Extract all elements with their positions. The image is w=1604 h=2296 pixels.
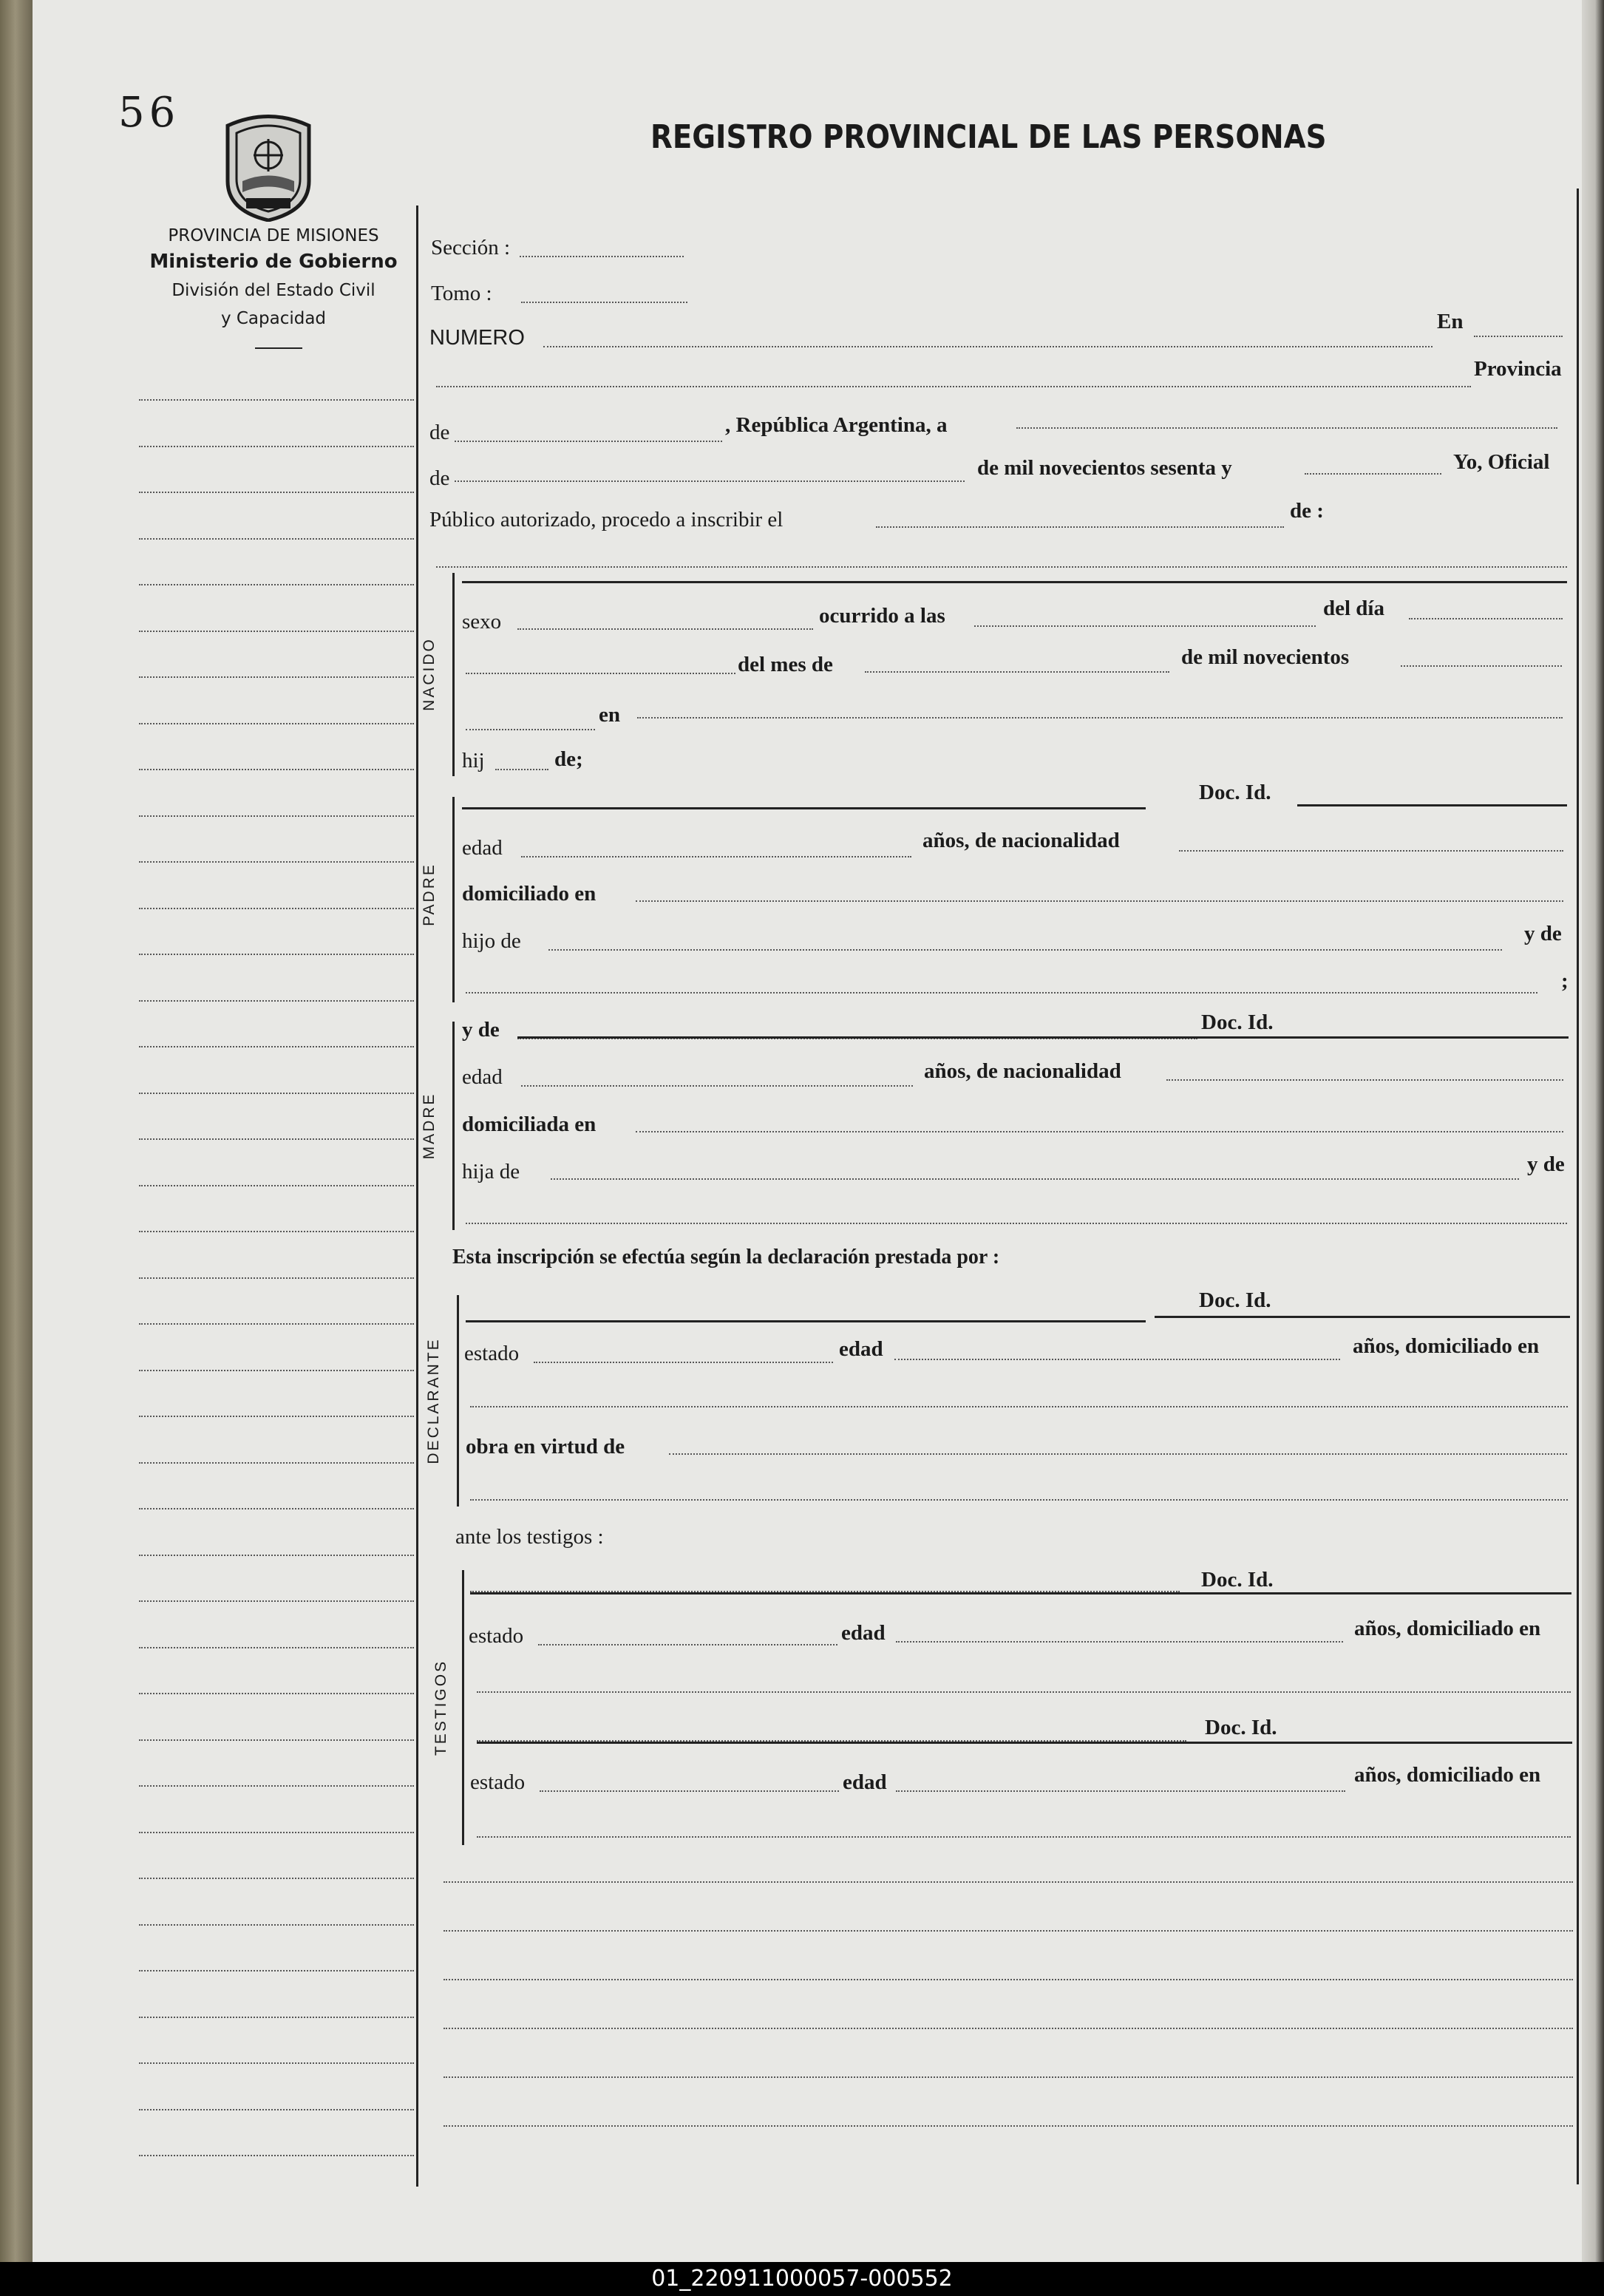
madre-y-de-label: y de xyxy=(462,1018,500,1042)
margin-note-line[interactable] xyxy=(139,1416,414,1417)
dia-field[interactable] xyxy=(1409,618,1563,619)
ministry-line-1: PROVINCIA DE MISIONES xyxy=(168,226,379,245)
madre-doc-id-rule xyxy=(517,1036,1569,1039)
madre-domiciliada-label: domiciliada en xyxy=(462,1113,597,1136)
margin-note-line[interactable] xyxy=(139,1785,414,1787)
padre-domicilio-field[interactable] xyxy=(636,900,1563,902)
inscripcion-label: Esta inscripción se efectúa según la declaración prestada por : xyxy=(452,1246,1000,1268)
nacido-bracket xyxy=(452,573,455,776)
margin-note-line[interactable] xyxy=(139,1046,414,1047)
abuelo-paterno-field[interactable] xyxy=(548,949,1502,951)
padre-y-de-label: y de xyxy=(1524,922,1562,945)
abuela-materna-field[interactable] xyxy=(466,1223,1567,1224)
madre-nacionalidad-field[interactable] xyxy=(1166,1079,1563,1081)
hij-label: hij xyxy=(462,749,485,772)
margin-note-line[interactable] xyxy=(139,492,414,493)
madre-domicilio-field[interactable] xyxy=(636,1131,1563,1132)
padre-bracket xyxy=(452,797,455,1002)
margin-note-line[interactable] xyxy=(139,1508,414,1509)
padre-nacionalidad-field[interactable] xyxy=(1179,850,1563,852)
hora-field[interactable] xyxy=(974,625,1316,627)
testigo-2-edad-field[interactable] xyxy=(896,1790,1345,1792)
padre-nacionalidad-label: años, de nacionalidad xyxy=(922,829,1120,852)
margin-note-line[interactable] xyxy=(139,2109,414,2110)
observaciones-line[interactable] xyxy=(444,1979,1573,1980)
testigo-1-estado-field[interactable] xyxy=(538,1644,837,1645)
declarante-doc-id-label: Doc. Id. xyxy=(1199,1288,1271,1312)
anio-cont-field[interactable] xyxy=(466,729,595,730)
ocurrido-label: ocurrido a las xyxy=(819,604,945,628)
declarante-domicilio-field[interactable] xyxy=(470,1406,1568,1407)
main-left-rule xyxy=(416,206,418,2187)
declarante-domicilio-label: años, domiciliado en xyxy=(1353,1334,1540,1358)
margin-note-line[interactable] xyxy=(139,631,414,632)
main-right-rule xyxy=(1577,188,1579,2184)
nacido-top-rule xyxy=(462,581,1567,583)
hija-de-label: hija de xyxy=(462,1160,520,1183)
lugar-nacimiento-field[interactable] xyxy=(637,717,1563,719)
numero-label: NUMERO xyxy=(429,326,525,350)
testigo-1-domicilio-field[interactable] xyxy=(477,1691,1571,1693)
margin-note-line[interactable] xyxy=(139,1693,414,1694)
margin-note-line[interactable] xyxy=(139,399,414,401)
ministry-line-2: Ministerio de Gobierno xyxy=(149,251,398,273)
margin-note-line[interactable] xyxy=(139,538,414,540)
observaciones-line[interactable] xyxy=(444,1881,1573,1883)
tomo-label: Tomo : xyxy=(431,282,492,305)
margin-note-line[interactable] xyxy=(139,2017,414,2018)
de-label-2: de xyxy=(429,466,450,490)
margin-note-line[interactable] xyxy=(139,1323,414,1325)
margin-note-line[interactable] xyxy=(139,815,414,817)
ministry-underline xyxy=(255,347,302,349)
declarante-edad-label: edad xyxy=(839,1337,883,1361)
del-dia-label: del día xyxy=(1323,597,1384,620)
declarante-obra-cont-field[interactable] xyxy=(470,1499,1568,1501)
margin-note-line[interactable] xyxy=(139,908,414,909)
declarante-estado-label: estado xyxy=(464,1342,520,1365)
padre-name-rule xyxy=(462,807,1146,809)
padre-doc-id-rule xyxy=(1297,804,1567,806)
abuelo-materno-field[interactable] xyxy=(551,1178,1519,1180)
image-filename-footer: 01_220911000057-000552 xyxy=(0,2262,1604,2296)
testigo-2-estado-label: estado xyxy=(470,1770,526,1794)
fecha-anio-field[interactable] xyxy=(1305,473,1441,475)
seccion-label: Sección : xyxy=(431,236,511,259)
mes-field[interactable] xyxy=(865,671,1169,673)
yo-oficial-label: Yo, Oficial xyxy=(1453,450,1550,474)
declarante-edad-field[interactable] xyxy=(894,1359,1340,1360)
margin-note-line[interactable] xyxy=(139,1277,414,1279)
republica-label: , República Argentina, a xyxy=(725,413,948,437)
abuela-paterna-field[interactable] xyxy=(466,992,1537,994)
margin-note-line[interactable] xyxy=(139,1231,414,1232)
margin-note-line[interactable] xyxy=(139,769,414,770)
madre-nacionalidad-label: años, de nacionalidad xyxy=(924,1059,1121,1083)
nombre-field[interactable] xyxy=(436,566,1567,568)
margin-note-line[interactable] xyxy=(139,1970,414,1971)
madre-edad-label: edad xyxy=(462,1065,503,1089)
page-title: REGISTRO PROVINCIAL DE LAS PERSONAS xyxy=(650,118,1327,156)
padre-doc-id-label: Doc. Id. xyxy=(1199,781,1271,804)
testigos-bracket xyxy=(462,1570,464,1845)
declarante-estado-field[interactable] xyxy=(534,1362,833,1363)
observaciones-line[interactable] xyxy=(444,1930,1573,1932)
provincia-field[interactable] xyxy=(436,386,1471,387)
ante-testigos-label: ante los testigos : xyxy=(455,1525,604,1549)
margin-note-line[interactable] xyxy=(139,446,414,447)
lugar-field[interactable] xyxy=(455,441,722,442)
testigo-2-edad-label: edad xyxy=(843,1770,887,1794)
margin-note-line[interactable] xyxy=(139,584,414,585)
madre-edad-field[interactable] xyxy=(521,1085,913,1087)
declarante-name-rule xyxy=(466,1320,1146,1322)
provincial-seal xyxy=(220,111,316,222)
del-mes-label: del mes de xyxy=(738,653,833,676)
hij-de-label: de; xyxy=(554,747,583,771)
declarante-label: DECLARANTE xyxy=(425,1337,442,1464)
mil-novecientos-label: de mil novecientos xyxy=(1181,645,1350,669)
tomo-field[interactable] xyxy=(521,302,687,303)
seccion-field[interactable] xyxy=(520,256,684,257)
padre-semicolon: ; xyxy=(1561,969,1569,993)
margin-note-line[interactable] xyxy=(139,1739,414,1741)
margin-note-line[interactable] xyxy=(139,1093,414,1094)
padre-edad-field[interactable] xyxy=(521,856,911,857)
declarante-bracket xyxy=(457,1295,459,1507)
observaciones-line[interactable] xyxy=(444,2028,1573,2029)
mil-sesenta-label: de mil novecientos sesenta y xyxy=(977,456,1232,480)
madre-y-de-2-label: y de xyxy=(1527,1152,1565,1176)
testigo-1-doc-id-label: Doc. Id. xyxy=(1201,1568,1274,1592)
margin-note-line[interactable] xyxy=(139,2155,414,2156)
testigo-1-edad-field[interactable] xyxy=(896,1641,1343,1643)
ministry-line-3: División del Estado Civil xyxy=(171,281,375,300)
margin-note-line[interactable] xyxy=(139,1878,414,1879)
padre-label: PADRE xyxy=(421,863,438,926)
provincia-label: Provincia xyxy=(1474,357,1562,381)
declarante-doc-id-rule xyxy=(1155,1316,1570,1318)
nacido-en-label: en xyxy=(599,703,620,727)
page-number: 56 xyxy=(118,89,180,137)
inscribir-field[interactable] xyxy=(876,526,1284,528)
sexo-field[interactable] xyxy=(517,628,813,630)
margin-note-line[interactable] xyxy=(139,861,414,863)
margin-note-line[interactable] xyxy=(139,723,414,724)
testigo-1-doc-id-rule xyxy=(470,1592,1571,1594)
margin-note-line[interactable] xyxy=(139,1647,414,1648)
margin-note-line[interactable] xyxy=(139,2062,414,2064)
ministry-line-4: y Capacidad xyxy=(220,309,327,328)
testigo-2-domicilio-field[interactable] xyxy=(477,1836,1571,1838)
anio-field[interactable] xyxy=(1401,665,1562,667)
margin-note-line[interactable] xyxy=(139,1832,414,1833)
en-field[interactable] xyxy=(1474,336,1563,337)
margin-note-line[interactable] xyxy=(139,1600,414,1602)
fecha-dia-field[interactable] xyxy=(1016,427,1557,429)
numero-field[interactable] xyxy=(543,346,1433,347)
nacido-label: NACIDO xyxy=(421,637,438,711)
en-label: En xyxy=(1437,310,1464,333)
margin-note-line[interactable] xyxy=(139,1000,414,1002)
sexo-label: sexo xyxy=(462,610,502,634)
margin-note-line[interactable] xyxy=(139,1555,414,1556)
fecha-mes-field[interactable] xyxy=(455,480,965,482)
page-stack-edge xyxy=(1582,0,1604,2262)
padre-edad-label: edad xyxy=(462,836,503,860)
margin-note-line[interactable] xyxy=(139,1138,414,1140)
margin-note-line[interactable] xyxy=(139,1924,414,1926)
madre-label: MADRE xyxy=(421,1092,438,1160)
dia-cont-field[interactable] xyxy=(466,673,735,674)
margin-note-line[interactable] xyxy=(139,1185,414,1186)
testigo-1-domicilio-label: años, domiciliado en xyxy=(1354,1617,1541,1640)
margin-note-line[interactable] xyxy=(139,1462,414,1464)
declarante-obra-field[interactable] xyxy=(669,1453,1567,1455)
de-colon-label: de : xyxy=(1290,499,1324,523)
testigo-2-doc-id-label: Doc. Id. xyxy=(1205,1716,1277,1739)
testigo-2-doc-id-rule xyxy=(477,1742,1572,1744)
de-label-1: de xyxy=(429,421,450,444)
madre-bracket xyxy=(452,1022,455,1230)
testigo-1-edad-label: edad xyxy=(841,1621,886,1645)
hijo-de-label: hijo de xyxy=(462,929,521,953)
madre-doc-id-label: Doc. Id. xyxy=(1201,1011,1274,1034)
margin-note-line[interactable] xyxy=(139,676,414,678)
testigos-label: TESTIGOS xyxy=(432,1659,449,1756)
observaciones-line[interactable] xyxy=(444,2125,1573,2127)
hij-suffix-field[interactable] xyxy=(495,769,548,770)
testigo-2-estado-field[interactable] xyxy=(540,1790,839,1792)
publico-label: Público autorizado, procedo a inscribir el xyxy=(429,508,784,531)
margin-note-line[interactable] xyxy=(139,954,414,955)
padre-domiciliado-label: domiciliado en xyxy=(462,882,597,906)
declarante-obra-label: obra en virtud de xyxy=(466,1435,625,1458)
observaciones-line[interactable] xyxy=(444,2076,1573,2078)
testigo-1-estado-label: estado xyxy=(469,1624,524,1648)
testigo-2-domicilio-label: años, domiciliado en xyxy=(1354,1763,1541,1787)
margin-note-line[interactable] xyxy=(139,1370,414,1371)
